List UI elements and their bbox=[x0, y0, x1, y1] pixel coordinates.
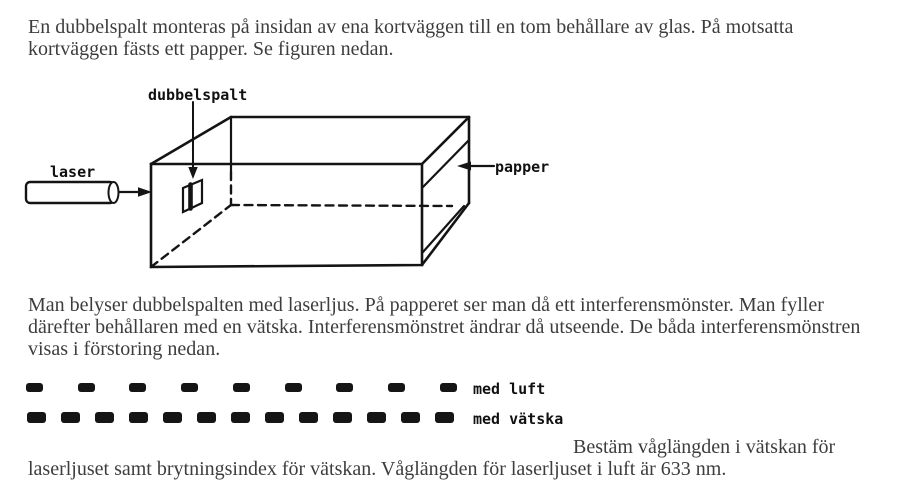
question-line: laserljuset samt brytningsindex för vätskan. Våglängden för laserljuset i luft är 633 nm. bbox=[28, 458, 727, 480]
fringe-dash bbox=[299, 412, 318, 423]
fringe-dash bbox=[333, 412, 352, 423]
fringe-dash bbox=[181, 383, 198, 392]
fringe-dash bbox=[440, 383, 457, 392]
container-top-edges bbox=[151, 117, 469, 164]
fringe-dash bbox=[435, 412, 454, 423]
fringe-dash bbox=[27, 412, 46, 423]
fringe-dash bbox=[197, 412, 216, 423]
pattern-liquid-label: med vätska bbox=[473, 410, 564, 428]
text-line: visas i förstoring nedan. bbox=[28, 338, 221, 360]
fringe-dash bbox=[129, 412, 148, 423]
laser-device bbox=[26, 182, 119, 203]
pattern-air-label: med luft bbox=[473, 380, 546, 398]
fringe-dash bbox=[367, 412, 386, 423]
fringe-dash bbox=[233, 383, 250, 392]
description-paragraph bbox=[28, 294, 860, 360]
container-front-face bbox=[151, 164, 422, 267]
double-slit-label: dubbelspalt bbox=[148, 86, 248, 104]
question-line-indent: Bestäm våglängden i vätskan för bbox=[573, 436, 836, 458]
fringe-dash bbox=[61, 412, 80, 423]
fringe-dash bbox=[95, 412, 114, 423]
text-line: Man belyser dubbelspalten med laserljus. På papperet ser man då ett interferensmönster. Man fyller bbox=[28, 294, 824, 316]
fringe-dash bbox=[78, 383, 95, 392]
fringe-dash bbox=[401, 412, 420, 423]
fringe-dash bbox=[336, 383, 353, 392]
paper-label: papper bbox=[495, 158, 550, 176]
fringe-dash bbox=[26, 383, 43, 392]
fringe-dash bbox=[129, 383, 146, 392]
double-slit-shape bbox=[183, 180, 202, 212]
fringe-dash bbox=[163, 412, 182, 423]
paper-pointer-arrow bbox=[457, 162, 494, 171]
fringe-dash bbox=[388, 383, 405, 392]
fringe-dash bbox=[285, 383, 302, 392]
laser-label: laser bbox=[50, 163, 96, 181]
text-line: kortväggen fästs ett papper. Se figuren nedan. bbox=[28, 38, 394, 60]
text-line: En dubbelspalt monteras på insidan av ena kortväggen till en tom behållare av glas. På motsatta bbox=[28, 16, 794, 38]
fringe-dash bbox=[231, 412, 250, 423]
laser-beam-arrow bbox=[120, 187, 152, 197]
text-line: därefter behållaren med en vätska. Interferensmönstret ändrar då utseende. De båda interferensmönstren bbox=[28, 316, 861, 338]
fringe-dash bbox=[265, 412, 284, 423]
